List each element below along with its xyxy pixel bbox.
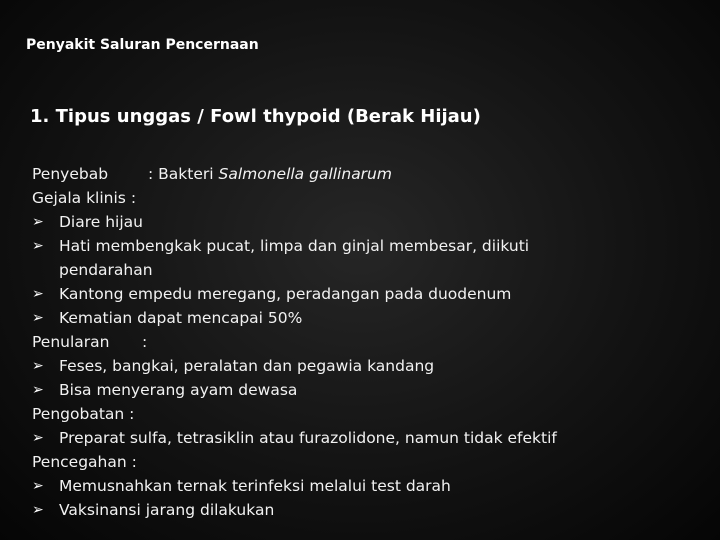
list-item-text: Hati membengkak pucat, limpa dan ginjal membesar, diikuti pendarahan — [59, 237, 530, 279]
slide-body — [32, 162, 702, 522]
list-item — [32, 354, 702, 378]
pengobatan-line — [32, 402, 702, 426]
penyebab-value: Salmonella gallinarum — [218, 165, 392, 183]
arrow-bullet-icon: ➢ — [32, 214, 44, 230]
page-title: Penyakit Saluran Pencernaan — [26, 37, 259, 53]
list-item — [32, 306, 702, 330]
arrow-bullet-icon: ➢ — [32, 238, 44, 254]
penyebab-separator: : Bakteri — [148, 165, 219, 183]
penyebab-label: Penyebab — [32, 165, 109, 183]
list-item-text: Kematian dapat mencapai 50% — [59, 309, 303, 327]
list-item — [32, 210, 702, 234]
arrow-bullet-icon: ➢ — [32, 358, 44, 374]
list-item — [32, 426, 702, 450]
penularan-separator: : — [142, 333, 148, 351]
arrow-bullet-icon: ➢ — [32, 430, 44, 446]
arrow-bullet-icon: ➢ — [32, 310, 44, 326]
penularan-line — [32, 330, 702, 354]
list-item — [32, 474, 702, 498]
penyebab-line — [32, 162, 702, 186]
arrow-bullet-icon: ➢ — [32, 286, 44, 302]
list-item-text: Memusnahkan ternak terinfeksi melalui test darah — [59, 477, 451, 495]
list-item-text: Diare hijau — [59, 213, 143, 231]
gejala-separator: : — [125, 189, 137, 207]
list-item-text: Kantong empedu meregang, peradangan pada duodenum — [59, 285, 512, 303]
section-title: 1. Tipus unggas / Fowl thypoid (Berak Hijau) — [30, 106, 481, 127]
arrow-bullet-icon: ➢ — [32, 478, 44, 494]
list-item-text: Vaksinansi jarang dilakukan — [59, 501, 275, 519]
pengobatan-label: Pengobatan — [32, 405, 125, 423]
pencegahan-label: Pencegahan — [32, 453, 127, 471]
list-item — [32, 282, 702, 306]
arrow-bullet-icon: ➢ — [32, 382, 44, 398]
gejala-label: Gejala klinis — [32, 189, 126, 207]
list-item — [32, 234, 619, 282]
pengobatan-separator: : — [124, 405, 135, 423]
list-item-text: Preparat sulfa, tetrasiklin atau furazolidone, namun tidak efektif — [59, 429, 557, 447]
gejala-line — [32, 186, 702, 210]
pencegahan-separator: : — [126, 453, 137, 471]
list-item-text: Bisa menyerang ayam dewasa — [59, 381, 298, 399]
list-item-text: Feses, bangkai, peralatan dan pegawia kandang — [59, 357, 435, 375]
penularan-label: Penularan — [32, 333, 110, 351]
pencegahan-line — [32, 450, 702, 474]
arrow-bullet-icon: ➢ — [32, 502, 44, 518]
list-item — [32, 498, 702, 522]
list-item — [32, 378, 702, 402]
